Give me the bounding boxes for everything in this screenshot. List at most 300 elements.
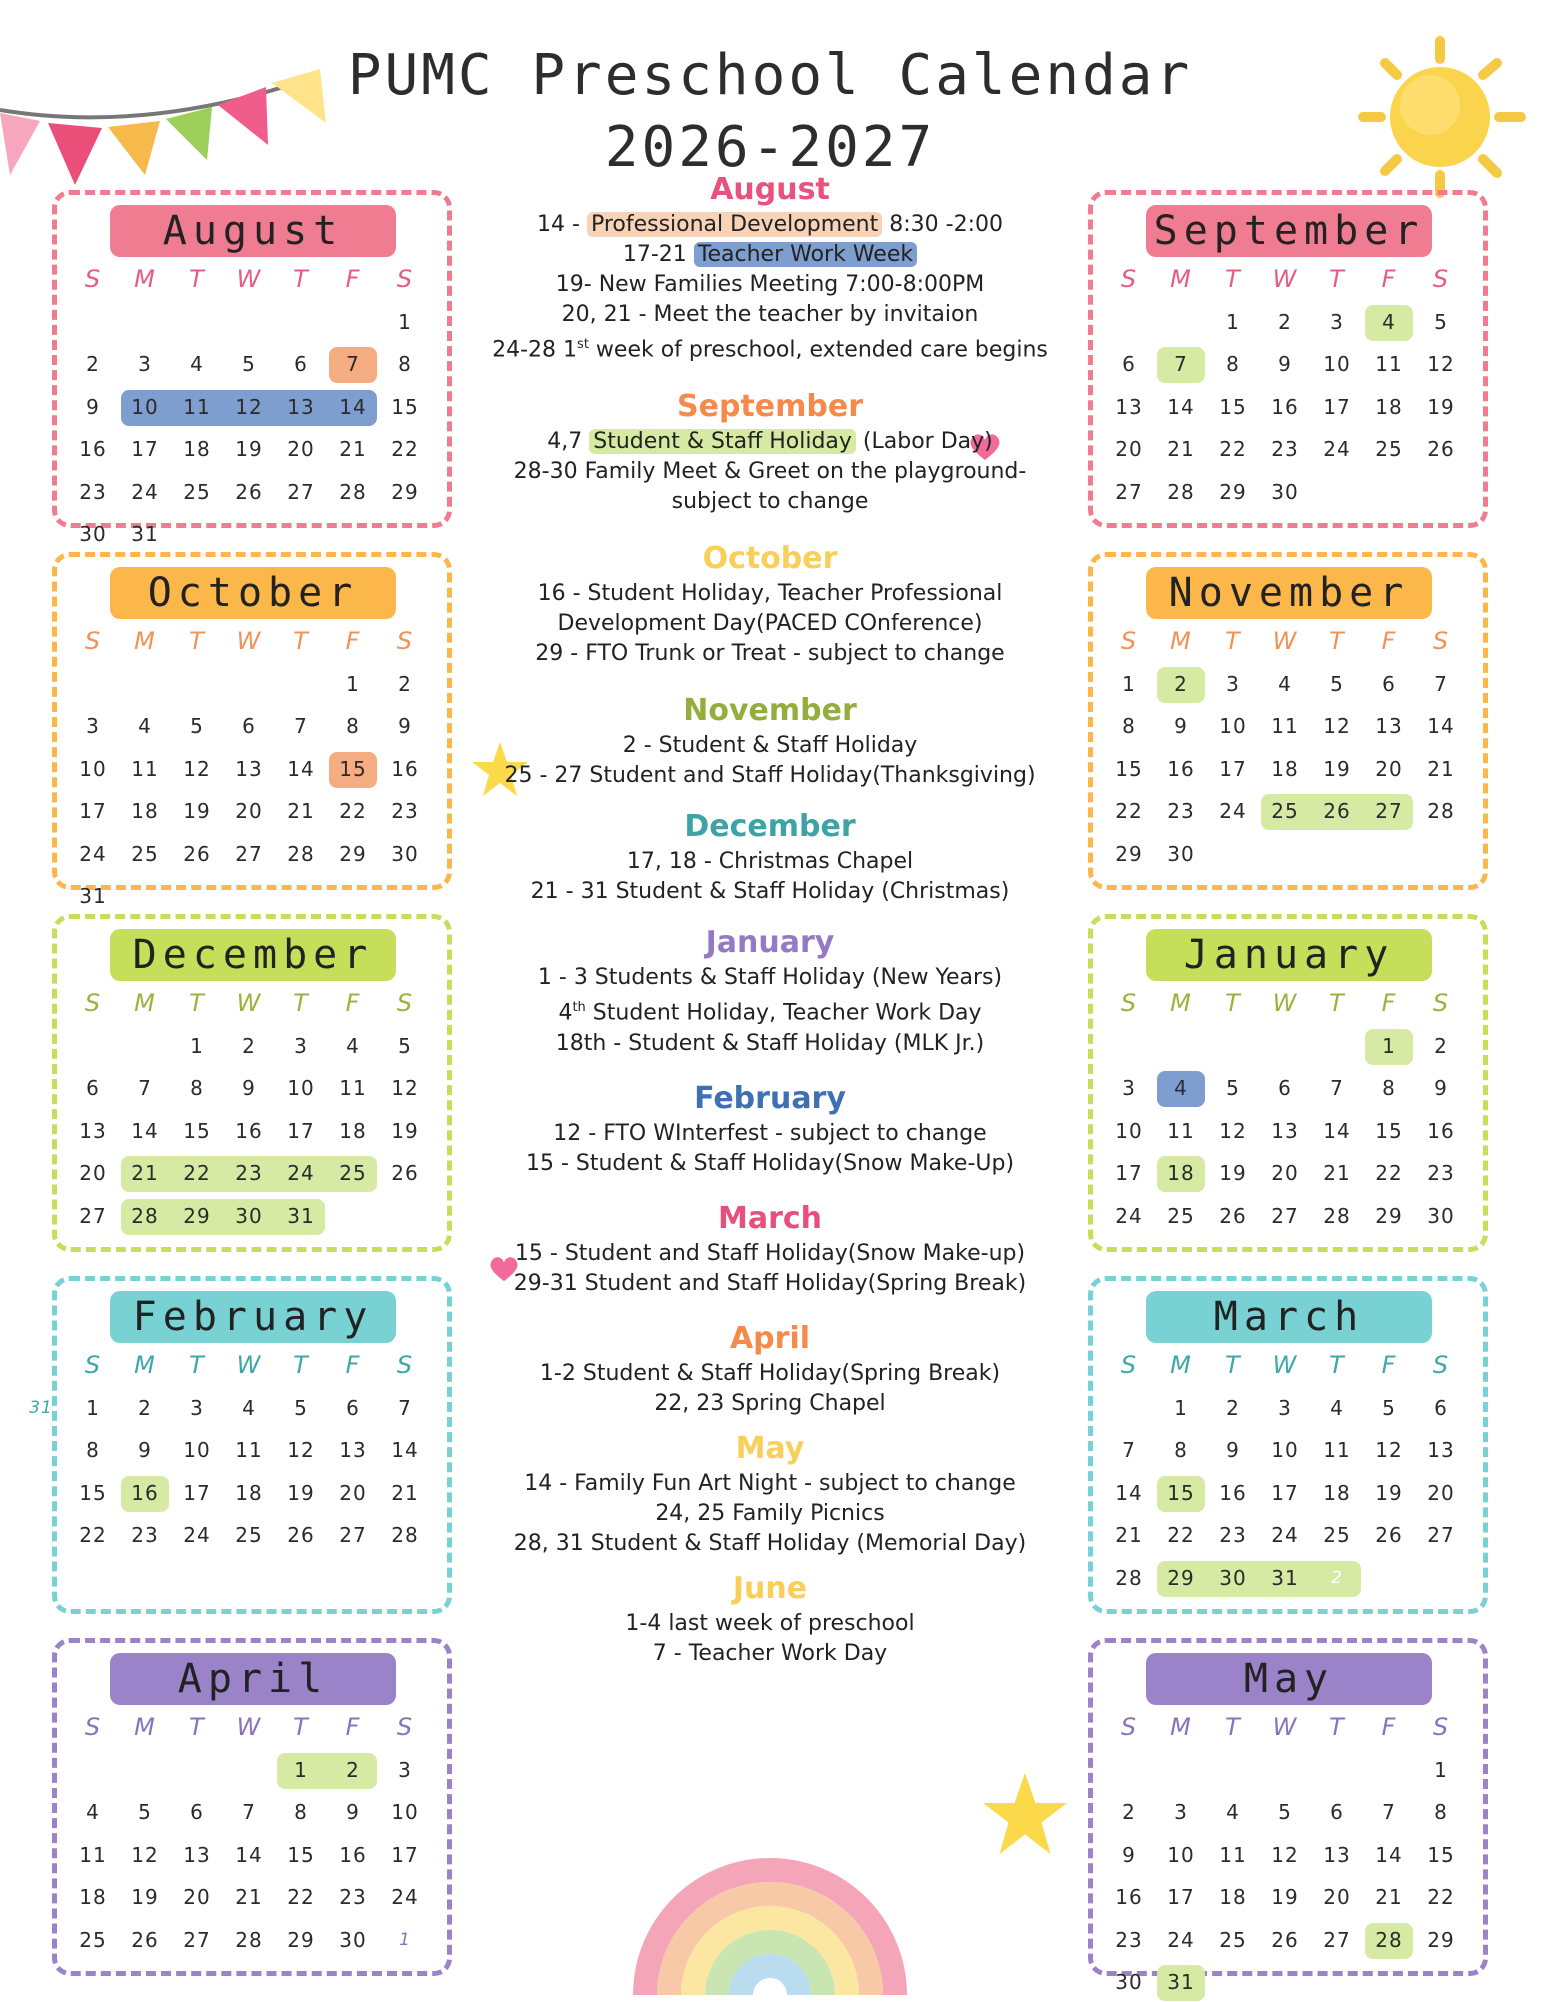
event-text: 16 - Student Holiday, Teacher Professional <box>537 581 1003 607</box>
day-cell: 23 <box>235 1161 263 1185</box>
event-text: 28-30 Family Meet & Greet on the playground- <box>513 459 1027 485</box>
day-cell: 21 <box>1375 1885 1403 1909</box>
weekday-header: F <box>1381 1713 1397 1741</box>
day-cell: 17 <box>1323 394 1351 419</box>
day-cell: 19 <box>1375 1480 1403 1505</box>
weekday-header: W <box>236 989 262 1017</box>
day-cell: 8 <box>86 1438 100 1462</box>
day-cell: 18 <box>79 1885 107 1909</box>
day-cell: 9 <box>138 1438 152 1462</box>
weekday-header: F <box>1381 265 1397 293</box>
day-cell: 4 <box>242 1395 256 1420</box>
day-cell: 1 <box>1174 1395 1188 1420</box>
day-cell: 23 <box>1427 1161 1455 1185</box>
day-cell: 6 <box>1330 1800 1344 1824</box>
day-cell: 22 <box>339 799 367 823</box>
day-cell: 19 <box>1271 1885 1299 1909</box>
month-february <box>29 1276 452 1614</box>
day-cell: 11 <box>1167 1118 1195 1143</box>
day-cell: 20 <box>183 1885 211 1909</box>
weekday-header: T <box>293 1351 309 1379</box>
weekday-header: M <box>134 627 156 655</box>
weekday-header: M <box>134 989 156 1017</box>
weekday-header: T <box>1225 627 1241 655</box>
weekday-header: S <box>1432 1713 1450 1741</box>
day-cell: 28 <box>1115 1565 1143 1590</box>
day-cell: 25 <box>183 479 211 504</box>
day-cell: 27 <box>1427 1523 1455 1547</box>
day-cell: 22 <box>1375 1161 1403 1185</box>
day-cell: 12 <box>235 394 263 419</box>
day-cell: 14 <box>131 1118 159 1143</box>
weekday-header: W <box>236 1351 262 1379</box>
day-cell: 20 <box>235 799 263 823</box>
day-cell: 4 <box>1330 1395 1344 1420</box>
weekday-header: T <box>1225 1351 1241 1379</box>
day-cell: 15 <box>1167 1480 1195 1505</box>
day-cell: 3 <box>138 352 152 376</box>
day-cell: 11 <box>79 1842 107 1867</box>
weekday-header: T <box>293 1713 309 1741</box>
month-april <box>52 1638 452 1976</box>
day-cell: 26 <box>131 1927 159 1952</box>
day-cell: 23 <box>339 1885 367 1909</box>
day-cell: 23 <box>391 799 419 823</box>
day-cell: 27 <box>79 1203 107 1228</box>
day-cell: 31 <box>1271 1565 1299 1590</box>
day-cell: 22 <box>183 1161 211 1185</box>
event-text: 29-31 Student and Staff Holiday(Spring Break) <box>513 1270 1027 1296</box>
day-cell: 3 <box>1174 1800 1188 1824</box>
event-line <box>470 639 1070 669</box>
day-cell: 6 <box>86 1076 100 1100</box>
day-cell: 14 <box>235 1842 263 1867</box>
day-cell: 14 <box>1323 1118 1351 1143</box>
day-cell: 9 <box>1122 1842 1136 1867</box>
weekday-header: S <box>1432 1351 1450 1379</box>
event-text: 25 - 27 Student and Staff Holiday(Thanksgiving) <box>504 763 1036 789</box>
event-line <box>470 210 1070 240</box>
day-cell: 21 <box>131 1161 159 1185</box>
event-line <box>470 330 1070 365</box>
day-cell: 23 <box>1115 1927 1143 1952</box>
day-cell: 16 <box>339 1842 367 1867</box>
day-cell: 13 <box>1427 1438 1455 1462</box>
day-cell: 5 <box>1434 309 1448 334</box>
day-cell: 22 <box>1115 799 1143 823</box>
day-cell: 28 <box>287 841 315 866</box>
day-cell: 4 <box>1226 1800 1240 1824</box>
day-cell: 24 <box>1115 1203 1143 1228</box>
event-line <box>470 1119 1070 1149</box>
day-cell: 9 <box>242 1076 256 1100</box>
day-cell: 17 <box>131 437 159 461</box>
day-cell: 14 <box>1427 714 1455 738</box>
event-text: subject to change <box>671 489 869 515</box>
day-cell: 15 <box>1219 394 1247 419</box>
day-cell: 4 <box>190 352 204 376</box>
weekday-header: T <box>1329 265 1345 293</box>
weekday-header: S <box>84 1351 102 1379</box>
day-cell: 30 <box>391 841 419 866</box>
weekday-header: F <box>345 1351 361 1379</box>
event-line <box>470 877 1070 907</box>
day-cell: 13 <box>79 1118 107 1143</box>
weekday-header: T <box>293 989 309 1017</box>
day-cell: 24 <box>391 1885 419 1909</box>
event-month-heading: September <box>677 389 863 425</box>
day-cell: 1 <box>346 671 360 696</box>
day-cell: 5 <box>398 1033 412 1058</box>
day-cell: 22 <box>1427 1885 1455 1909</box>
day-cell: 29 <box>287 1927 315 1952</box>
event-line <box>470 1529 1070 1559</box>
weekday-header: S <box>84 265 102 293</box>
day-cell: 25 <box>235 1523 263 1547</box>
day-cell: 8 <box>294 1800 308 1824</box>
day-cell: 13 <box>235 756 263 781</box>
weekday-header: S <box>1432 989 1450 1017</box>
day-cell: 7 <box>294 714 308 738</box>
weekday-header: M <box>1170 1351 1192 1379</box>
day-cell: 8 <box>1434 1800 1448 1824</box>
weekday-header: S <box>1120 265 1138 293</box>
day-cell: 10 <box>131 394 159 419</box>
day-cell: 10 <box>1219 714 1247 738</box>
day-cell: 19 <box>391 1118 419 1143</box>
day-cell: 12 <box>183 756 211 781</box>
day-cell: 22 <box>1167 1523 1195 1547</box>
star-decoration <box>980 1770 1070 1860</box>
day-cell: 4 <box>1278 671 1292 696</box>
event-block-march <box>470 1199 1070 1299</box>
event-line <box>470 993 1070 1028</box>
day-cell: 23 <box>131 1523 159 1547</box>
day-cell: 11 <box>235 1438 263 1462</box>
day-cell: 4 <box>138 714 152 738</box>
day-cell: 20 <box>1115 437 1143 461</box>
event-block-september <box>470 387 1070 517</box>
weekday-header: M <box>1170 989 1192 1017</box>
day-cell: 27 <box>1271 1203 1299 1228</box>
day-cell: 11 <box>1271 714 1299 738</box>
day-cell: 14 <box>391 1438 419 1462</box>
day-cell: 28 <box>1427 799 1455 823</box>
day-cell: 11 <box>1323 1438 1351 1462</box>
weekday-header: W <box>236 265 262 293</box>
day-cell: 29 <box>1167 1565 1195 1590</box>
day-cell: 7 <box>1434 671 1448 696</box>
day-cell: 2 <box>242 1033 256 1058</box>
event-line <box>470 1389 1070 1419</box>
day-cell: 25 <box>339 1161 367 1185</box>
day-cell: 20 <box>1323 1885 1351 1909</box>
event-text: 1-4 last week of preschool <box>625 1610 915 1636</box>
event-block-november <box>470 691 1070 791</box>
event-line <box>470 1609 1070 1639</box>
day-cell: 26 <box>235 479 263 504</box>
event-text: 20, 21 - Meet the teacher by invitaion <box>561 302 979 327</box>
month-banner: March <box>1146 1291 1432 1343</box>
weekday-header: F <box>345 265 361 293</box>
day-cell: 30 <box>1167 841 1195 866</box>
weekday-header: T <box>189 1713 205 1741</box>
month-december <box>52 914 452 1252</box>
day-cell: 20 <box>1271 1161 1299 1185</box>
weekday-header: T <box>293 627 309 655</box>
day-cell: 27 <box>339 1523 367 1547</box>
day-cell: 25 <box>1271 799 1299 823</box>
day-cell: 31 <box>79 884 107 908</box>
day-cell: 30 <box>339 1927 367 1952</box>
day-cell: 11 <box>1375 352 1403 376</box>
day-cell: 14 <box>1375 1842 1403 1867</box>
day-cell: 17 <box>391 1842 419 1867</box>
day-cell: 18 <box>339 1118 367 1143</box>
event-text: 7 - Teacher Work Day <box>652 1640 888 1666</box>
weekday-header: T <box>1329 1351 1345 1379</box>
weekday-header: M <box>134 1713 156 1741</box>
day-cell: 10 <box>391 1800 419 1824</box>
weekday-header: W <box>1272 1351 1298 1379</box>
weekday-header: S <box>396 1713 414 1741</box>
event-line <box>470 270 1070 300</box>
event-text: 18th - Student & Staff Holiday (MLK Jr.) <box>555 1030 985 1056</box>
weekday-header: T <box>1329 627 1345 655</box>
weekday-header: T <box>1329 989 1345 1017</box>
weekday-header: S <box>396 989 414 1017</box>
day-cell: 25 <box>1219 1927 1247 1952</box>
day-cell: 7 <box>138 1076 152 1100</box>
weekday-header: T <box>189 265 205 293</box>
day-cell: 13 <box>1271 1118 1299 1143</box>
day-cell: 10 <box>1271 1438 1299 1462</box>
day-cell: 28 <box>391 1523 419 1547</box>
day-cell: 9 <box>398 714 412 738</box>
day-cell: 22 <box>79 1523 107 1547</box>
day-cell: 14 <box>1167 394 1195 419</box>
day-cell: 13 <box>1323 1842 1351 1867</box>
month-september <box>1088 190 1488 528</box>
day-cell: 19 <box>131 1885 159 1909</box>
day-cell: 11 <box>1219 1842 1247 1867</box>
day-cell: 12 <box>131 1842 159 1867</box>
day-cell: 2 <box>86 352 100 376</box>
month-october <box>52 552 452 908</box>
day-cell: 8 <box>346 714 360 738</box>
day-cell: 30 <box>235 1203 263 1228</box>
event-line <box>470 609 1070 639</box>
day-cell: 12 <box>391 1076 419 1100</box>
weekday-header: W <box>236 1713 262 1741</box>
month-banner: November <box>1146 567 1432 619</box>
weekday-header: S <box>1120 1713 1138 1741</box>
day-cell: 12 <box>1323 714 1351 738</box>
day-cell: 3 <box>1226 671 1240 696</box>
event-line <box>470 1029 1070 1059</box>
event-text: (Labor Day) <box>855 429 993 455</box>
day-cell: 26 <box>1219 1203 1247 1228</box>
day-cell: 17 <box>1115 1161 1143 1185</box>
day-cell: 11 <box>183 394 211 419</box>
day-cell: 16 <box>1271 394 1299 419</box>
weekday-header: T <box>1225 1713 1241 1741</box>
day-cell: 4 <box>1174 1076 1188 1100</box>
day-cell: 28 <box>1167 479 1195 504</box>
event-text: 24-28 1 <box>492 337 578 363</box>
day-cell: 2 <box>1278 309 1292 334</box>
month-banner: December <box>110 929 396 981</box>
day-cell: 15 <box>183 1118 211 1143</box>
day-cell: 7 <box>1122 1438 1136 1462</box>
month-may <box>1088 1638 1488 1994</box>
event-block-january <box>470 923 1070 1058</box>
day-cell: 20 <box>339 1480 367 1505</box>
weekday-header: W <box>1272 989 1298 1017</box>
day-cell: 9 <box>1226 1438 1240 1462</box>
day-cell: 15 <box>1427 1842 1455 1867</box>
day-cell: 17 <box>1167 1885 1195 1909</box>
event-text: th <box>572 1000 586 1016</box>
event-month-heading: August <box>710 172 830 207</box>
day-cell: 19 <box>1323 756 1351 781</box>
event-month-heading: November <box>683 693 857 729</box>
weekday-header: S <box>396 627 414 655</box>
day-cell: 21 <box>339 437 367 461</box>
day-cell: 17 <box>1219 756 1247 781</box>
day-cell: 18 <box>1323 1480 1351 1505</box>
weekday-header: F <box>345 989 361 1017</box>
day-cell: 13 <box>1115 394 1143 419</box>
day-cell: 15 <box>391 394 419 419</box>
event-text: 14 - <box>537 212 587 237</box>
day-cell: 8 <box>1174 1438 1188 1462</box>
day-cell: 16 <box>1219 1480 1247 1505</box>
day-cell: 1 <box>294 1757 308 1782</box>
weekday-header: S <box>1432 627 1450 655</box>
day-cell: 25 <box>1375 437 1403 461</box>
event-line <box>470 300 1070 330</box>
day-cell: 30 <box>79 522 107 546</box>
day-cell: 24 <box>1323 437 1351 461</box>
day-cell: 5 <box>1382 1395 1396 1420</box>
day-cell: 13 <box>183 1842 211 1867</box>
highlighted-event-text: Student & Staff Holiday <box>589 429 856 454</box>
day-cell: 20 <box>287 437 315 461</box>
weekday-header: F <box>1381 1351 1397 1379</box>
title-line-2: 2026-2027 <box>604 115 936 180</box>
month-banner: September <box>1146 205 1432 257</box>
event-month-heading: May <box>735 1430 805 1466</box>
day-cell: 13 <box>287 394 315 419</box>
event-month-heading: October <box>702 541 838 577</box>
day-cell: 10 <box>1115 1118 1143 1143</box>
day-cell: 24 <box>1271 1523 1299 1547</box>
day-cell: 5 <box>242 352 256 376</box>
day-cell: 16 <box>235 1118 263 1143</box>
day-cell: 30 <box>1427 1203 1455 1228</box>
day-cell: 10 <box>1323 352 1351 376</box>
day-cell: 27 <box>235 841 263 866</box>
event-block-october <box>470 539 1070 669</box>
day-cell: 5 <box>138 1800 152 1824</box>
day-cell: 18 <box>1271 756 1299 781</box>
weekday-header: M <box>134 265 156 293</box>
day-cell: 29 <box>391 479 419 504</box>
day-cell: 16 <box>79 437 107 461</box>
month-january <box>1088 914 1488 1252</box>
day-cell: 1 <box>86 1395 100 1420</box>
weekday-header: T <box>189 1351 205 1379</box>
day-cell: 1 <box>1122 671 1136 696</box>
day-cell: 1 <box>190 1033 204 1058</box>
event-block-june <box>470 1569 1070 1669</box>
event-text: Student Holiday, Teacher Work Day <box>585 1000 982 1026</box>
weekday-header: T <box>1225 265 1241 293</box>
day-cell: 28 <box>339 479 367 504</box>
day-cell: 29 <box>1115 841 1143 866</box>
event-text: Development Day(PACED COnference) <box>557 611 983 637</box>
weekday-header: F <box>345 1713 361 1741</box>
day-cell: 10 <box>183 1438 211 1462</box>
event-block-february <box>470 1079 1070 1179</box>
event-text: 24, 25 Family Picnics <box>655 1500 885 1526</box>
event-block-august <box>470 170 1070 365</box>
day-cell: 2 <box>1174 671 1188 696</box>
day-cell: 14 <box>1115 1480 1143 1505</box>
day-cell: 11 <box>131 756 159 781</box>
event-text: 2 - Student & Staff Holiday <box>622 733 918 759</box>
highlighted-event-text: Professional Development <box>587 212 882 237</box>
day-cell: 4 <box>346 1033 360 1058</box>
day-cell: 6 <box>1278 1076 1292 1100</box>
event-text: 15 - Student and Staff Holiday(Snow Make-up) <box>514 1240 1026 1266</box>
day-cell: 17 <box>79 799 107 823</box>
day-cell: 31 <box>1167 1970 1195 1994</box>
month-banner: April <box>110 1653 396 1705</box>
day-cell: 20 <box>1375 756 1403 781</box>
day-cell: 25 <box>79 1927 107 1952</box>
day-cell: 10 <box>287 1076 315 1100</box>
day-cell: 6 <box>190 1800 204 1824</box>
event-line <box>470 1239 1070 1269</box>
event-text: 15 - Student & Staff Holiday(Snow Make-Up) <box>525 1150 1015 1176</box>
day-cell: 21 <box>391 1480 419 1505</box>
day-cell: 5 <box>1330 671 1344 696</box>
month-banner: May <box>1146 1653 1432 1705</box>
event-text: 21 - 31 Student & Staff Holiday (Christmas) <box>530 879 1010 905</box>
day-cell: 2 <box>398 671 412 696</box>
day-cell: 12 <box>1427 352 1455 376</box>
weekday-header: S <box>84 989 102 1017</box>
day-cell: 5 <box>1226 1076 1240 1100</box>
day-cell: 9 <box>1174 714 1188 738</box>
sun-decoration <box>1345 35 1535 200</box>
day-cell: 15 <box>1375 1118 1403 1143</box>
day-cell: 21 <box>1167 437 1195 461</box>
day-cell: 26 <box>1375 1523 1403 1547</box>
day-cell: 8 <box>190 1076 204 1100</box>
weekday-header: T <box>189 989 205 1017</box>
weekday-header: S <box>84 1713 102 1741</box>
event-month-heading: January <box>705 925 835 961</box>
weekday-header: S <box>396 1351 414 1379</box>
event-text: st <box>577 337 589 352</box>
day-cell: 18 <box>1375 394 1403 419</box>
day-cell: 7 <box>1382 1800 1396 1824</box>
other-month-day: 1 <box>399 1929 411 1950</box>
day-cell: 19 <box>1427 394 1455 419</box>
